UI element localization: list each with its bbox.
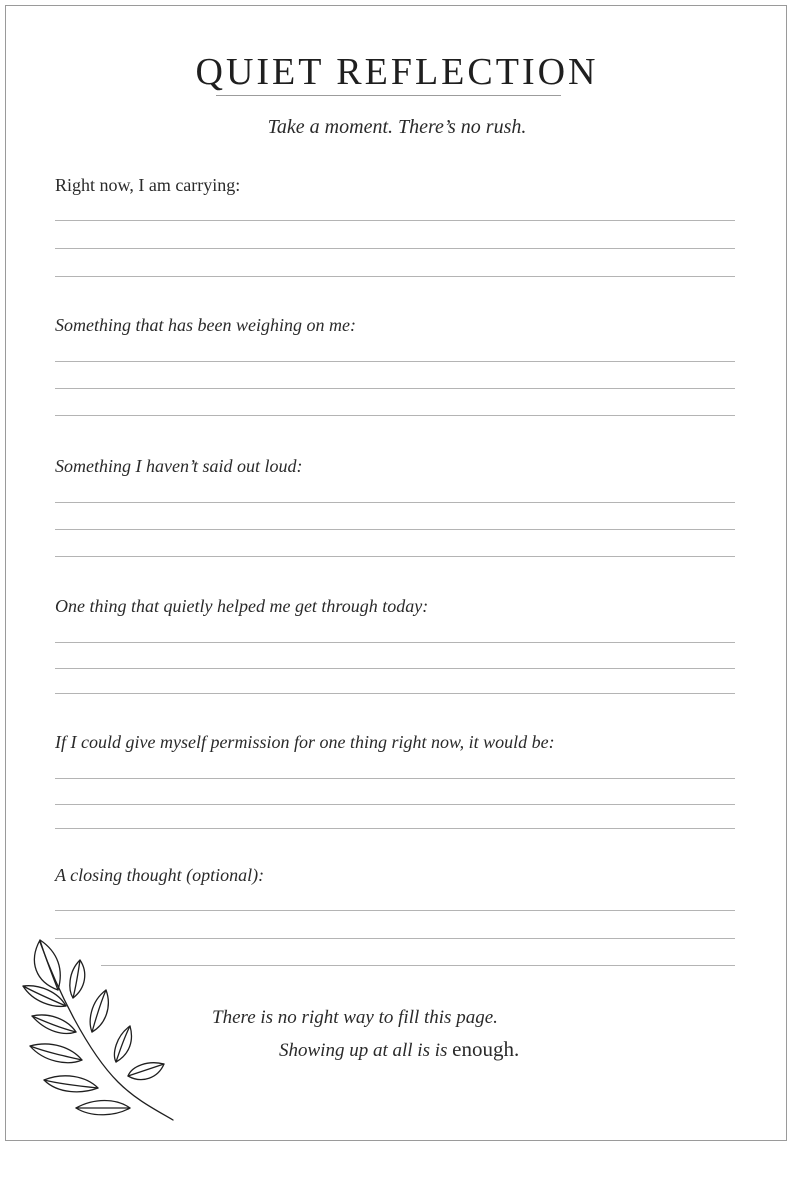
prompt-helped: One thing that quietly helped me get through today:	[55, 596, 429, 616]
prompt-closing-thought: A closing thought (optional):	[55, 865, 265, 885]
writing-line[interactable]	[55, 276, 735, 277]
page-title: QUIET REFLECTION	[195, 51, 599, 93]
writing-line[interactable]	[55, 248, 735, 249]
writing-line[interactable]	[55, 529, 735, 530]
closing-message-line-1: There is no right way to fill this page.	[212, 1007, 498, 1028]
leaf-branch-icon	[18, 932, 178, 1122]
prompt-weighing: Something that has been weighing on me:	[55, 315, 356, 335]
writing-line[interactable]	[55, 502, 735, 503]
writing-line[interactable]	[55, 668, 735, 669]
writing-line[interactable]	[55, 220, 735, 221]
prompt-unsaid: Something I haven’t said out loud:	[55, 456, 303, 476]
writing-line[interactable]	[55, 828, 735, 829]
writing-line[interactable]	[55, 778, 735, 779]
closing-message-emphasis: enough.	[452, 1037, 520, 1061]
page-subtitle: Take a moment. There’s no rush.	[267, 116, 527, 138]
writing-line[interactable]	[55, 693, 735, 694]
closing-message-lead: Showing up at all is is	[279, 1040, 448, 1061]
worksheet-page	[5, 5, 787, 1141]
closing-message-line-2	[279, 1036, 519, 1064]
writing-line[interactable]	[55, 910, 735, 911]
prompt-permission: If I could give myself permission for one thing right now, it would be:	[55, 732, 555, 752]
writing-line[interactable]	[55, 556, 735, 557]
writing-line[interactable]	[55, 388, 735, 389]
prompt-carrying: Right now, I am carrying:	[55, 175, 241, 195]
writing-line[interactable]	[101, 965, 735, 966]
title-divider	[216, 95, 561, 96]
writing-line[interactable]	[55, 804, 735, 805]
writing-line[interactable]	[55, 642, 735, 643]
writing-line[interactable]	[55, 361, 735, 362]
writing-line[interactable]	[55, 415, 735, 416]
